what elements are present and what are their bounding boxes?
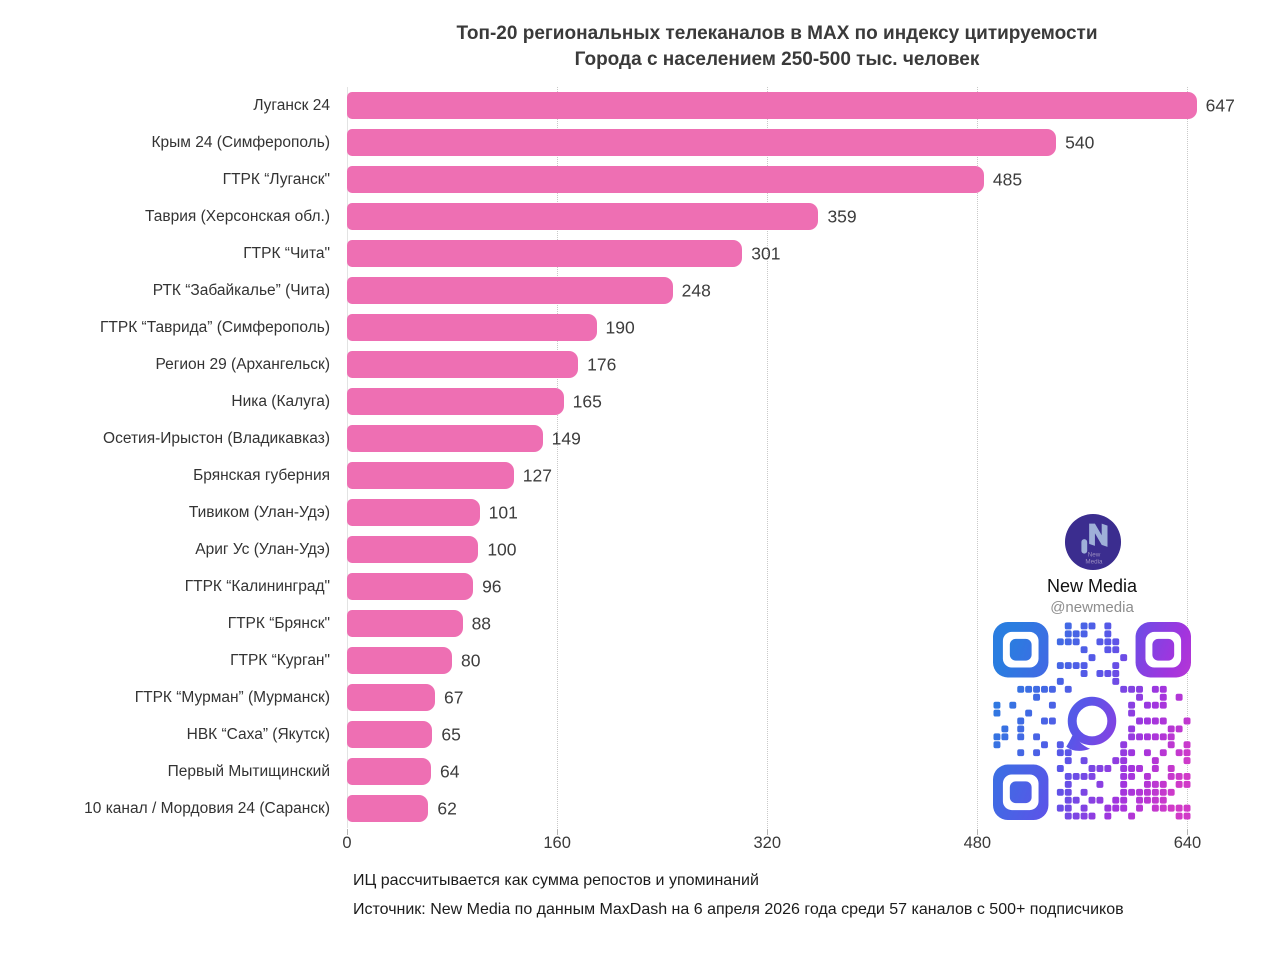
bar	[347, 684, 435, 711]
bar	[347, 499, 480, 526]
bar	[347, 92, 1197, 119]
x-tick-label: 0	[342, 834, 352, 852]
bar-value-label: 96	[482, 576, 502, 596]
category-label: Первый Мытищинский	[167, 762, 330, 780]
bar-value-label: 301	[751, 243, 781, 263]
bar-value-label: 485	[992, 169, 1023, 189]
bar-value-label: 80	[461, 650, 481, 670]
category-label: ГТРК “Таврида” (Симферополь)	[100, 318, 330, 336]
bar-value-label: 540	[1065, 132, 1095, 152]
chart-row	[0, 531, 1240, 568]
chart-row	[0, 235, 1240, 272]
qr-code	[993, 622, 1191, 820]
category-label: НВК “Саха” (Якутск)	[186, 725, 330, 743]
svg-text:New: New	[1087, 551, 1101, 559]
category-label: Тивиком (Улан-Удэ)	[188, 503, 330, 521]
category-label: Брянская губерния	[193, 466, 330, 484]
bar-track	[347, 351, 1240, 378]
category-label: 10 канал / Мордовия 24 (Саранск)	[84, 799, 330, 817]
chart-row	[0, 272, 1240, 309]
chart-row	[0, 346, 1240, 383]
bar-value-label: 647	[1205, 95, 1235, 115]
bar	[347, 758, 431, 785]
category-label: Ника (Калуга)	[231, 392, 330, 410]
chart-row	[0, 420, 1240, 457]
bar	[347, 351, 578, 378]
chart-row	[0, 124, 1240, 161]
category-label: ГТРК “Мурман” (Мурманск)	[134, 688, 330, 706]
bar-value-label: 359	[827, 206, 857, 226]
x-tick-label: 480	[963, 834, 992, 852]
category-label: ГТРК “Курган"	[230, 651, 330, 669]
bar-value-label: 64	[440, 761, 460, 781]
bar-value-label: 149	[551, 428, 581, 448]
x-tick-label: 640	[1173, 834, 1202, 852]
bar-track	[347, 425, 1240, 452]
x-tick-label: 320	[753, 834, 781, 852]
footer	[353, 866, 1124, 924]
category-label: Ариг Ус (Улан-Удэ)	[195, 540, 330, 558]
chart-row	[0, 161, 1240, 198]
category-label: Крым 24 (Симферополь)	[151, 133, 330, 151]
x-tick-label: 160	[543, 834, 571, 852]
bar-track	[347, 388, 1240, 415]
bar-track	[347, 129, 1240, 156]
new-media-logo-icon	[1064, 513, 1122, 571]
bar	[347, 573, 473, 600]
chart-row	[0, 457, 1240, 494]
category-label: ГТРК “Калининград"	[184, 577, 330, 595]
bar	[347, 277, 673, 304]
bar-track	[347, 92, 1240, 119]
brand-handle: @newmedia	[1050, 599, 1134, 616]
bar-track	[347, 462, 1240, 489]
bar	[347, 203, 818, 230]
bar-value-label: 88	[471, 613, 492, 633]
category-label: Осетия-Ирыстон (Владикавказ)	[103, 429, 330, 447]
bar-value-label: 248	[681, 280, 711, 300]
bar	[347, 462, 514, 489]
chart-title-line1: Топ-20 региональных телеканалов в MAX по индексу цитируемости	[456, 23, 1098, 44]
bar	[347, 721, 432, 748]
category-label: Луганск 24	[253, 96, 330, 114]
category-label: Таврия (Херсонская обл.)	[145, 207, 330, 225]
chart-row	[0, 87, 1240, 124]
chart-row	[0, 309, 1240, 346]
brand-name: New Media	[1046, 576, 1138, 596]
bar-value-label: 165	[572, 391, 602, 411]
bar-value-label: 176	[587, 354, 617, 374]
category-label: ГТРК “Чита"	[243, 244, 330, 262]
bar	[347, 536, 478, 563]
chart-row	[0, 198, 1240, 235]
bar	[347, 425, 543, 452]
chart-row	[0, 383, 1240, 420]
bar	[347, 166, 984, 193]
footer-line1: ИЦ рассчитывается как сумма репостов и упоминаний	[353, 872, 759, 889]
x-axis	[342, 834, 1240, 854]
bar-track	[347, 277, 1240, 304]
bar-value-label: 100	[487, 539, 517, 559]
bar	[347, 795, 428, 822]
category-label: Регион 29 (Архангельск)	[155, 355, 330, 373]
category-label: РТК “Забайкалье” (Чита)	[152, 281, 330, 299]
bar	[347, 388, 564, 415]
chart-row	[0, 494, 1240, 531]
svg-text:Media: Media	[1085, 558, 1103, 566]
bar-value-label: 65	[441, 724, 461, 744]
bar	[347, 314, 597, 341]
bar-value-label: 67	[443, 687, 464, 707]
bar	[347, 610, 463, 637]
bar	[347, 240, 742, 267]
chart-title-line2: Города с населением 250-500 тыс. человек	[574, 49, 980, 70]
bar-track	[347, 314, 1240, 341]
category-label: ГТРК “Брянск"	[227, 614, 330, 632]
bar-value-label: 190	[605, 317, 635, 337]
footer-line2: Источник: New Media по данным MaxDash на 6 апреля 2026 года среди 57 каналов с 500+ подписчиков	[353, 901, 1124, 918]
category-label: ГТРК “Луганск"	[222, 170, 330, 188]
bar-track	[347, 240, 1240, 267]
bar	[347, 647, 452, 674]
bar-value-label: 127	[522, 465, 552, 485]
chart-title	[347, 21, 1207, 73]
bar-value-label: 101	[488, 502, 518, 522]
bar-value-label: 62	[437, 798, 457, 818]
bar	[347, 129, 1056, 156]
bar-track	[347, 166, 1240, 193]
bar-track	[347, 203, 1240, 230]
